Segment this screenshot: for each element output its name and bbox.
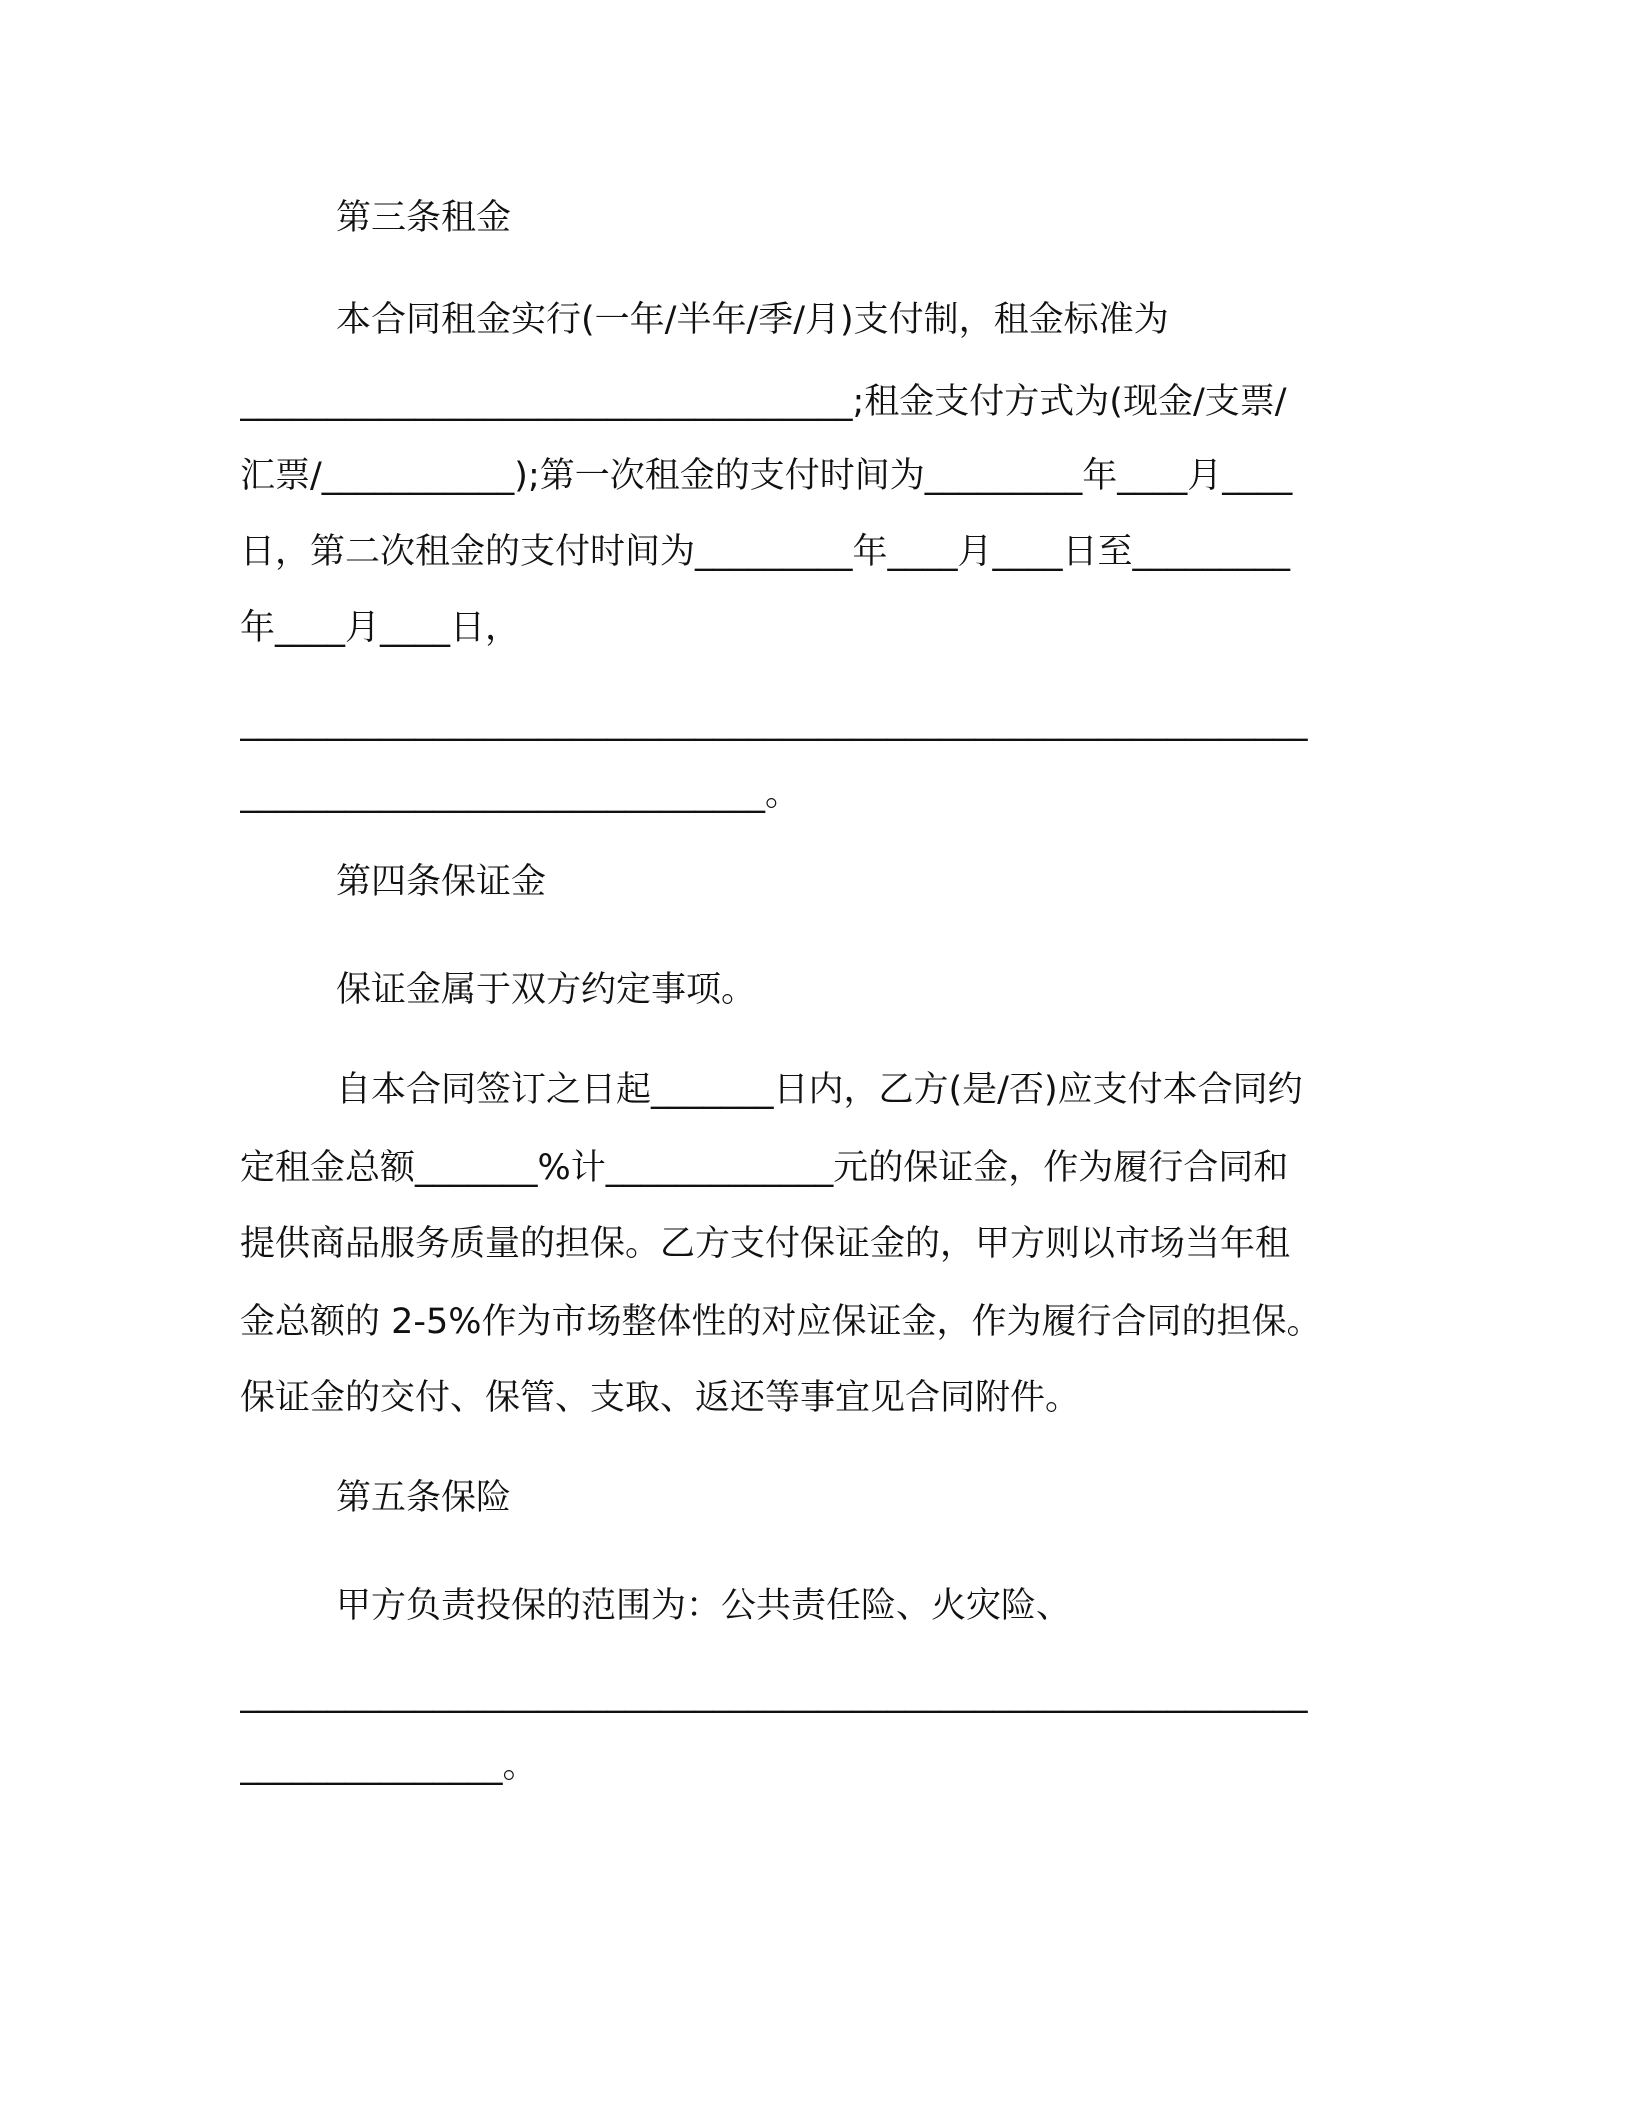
article-4-line-5: 保证金的交付、保管、支取、返还等事宜见合同附件。 bbox=[240, 1378, 1081, 1418]
article-3-line-2: ___________________________________;租金支付方式为(现金/支票/ bbox=[240, 382, 1287, 422]
article-3-line-7: ______________________________。 bbox=[240, 774, 801, 814]
article-3-line-5: 年____月____日， bbox=[240, 608, 521, 648]
article-5-line-1: 甲方负责投保的范围为：公共责任险、火灾险、 bbox=[336, 1586, 1072, 1626]
article-4-line-2: 定租金总额_______%计_____________元的保证金，作为履行合同和 bbox=[240, 1148, 1289, 1188]
article-3-line-3: 汇票/___________);第一次租金的支付时间为_________年____月____ bbox=[240, 456, 1293, 496]
article-4-line-3: 提供商品服务质量的担保。乙方支付保证金的，甲方则以市场当年租 bbox=[240, 1224, 1291, 1264]
article-4-intro: 保证金属于双方约定事项。 bbox=[336, 970, 757, 1010]
article-3-line-6: _____________________________________________________________ bbox=[240, 702, 1308, 742]
article-3-line-4: 日，第二次租金的支付时间为_________年____月____日至_________ bbox=[240, 532, 1291, 572]
article-4-heading: 第四条保证金 bbox=[336, 862, 547, 902]
article-5-line-2: _____________________________________________________________ bbox=[240, 1674, 1308, 1714]
article-3-line-1: 本合同租金实行(一年/半年/季/月)支付制，租金标准为 bbox=[336, 300, 1169, 340]
article-3-heading: 第三条租金 bbox=[336, 198, 512, 238]
article-5-heading: 第五条保险 bbox=[336, 1478, 512, 1518]
article-5-line-3: _______________。 bbox=[240, 1746, 538, 1786]
article-4-line-1: 自本合同签订之日起_______日内，乙方(是/否)应支付本合同约 bbox=[336, 1070, 1303, 1110]
article-4-line-4: 金总额的 2-5%作为市场整体性的对应保证金，作为履行合同的担保。 bbox=[240, 1302, 1322, 1342]
